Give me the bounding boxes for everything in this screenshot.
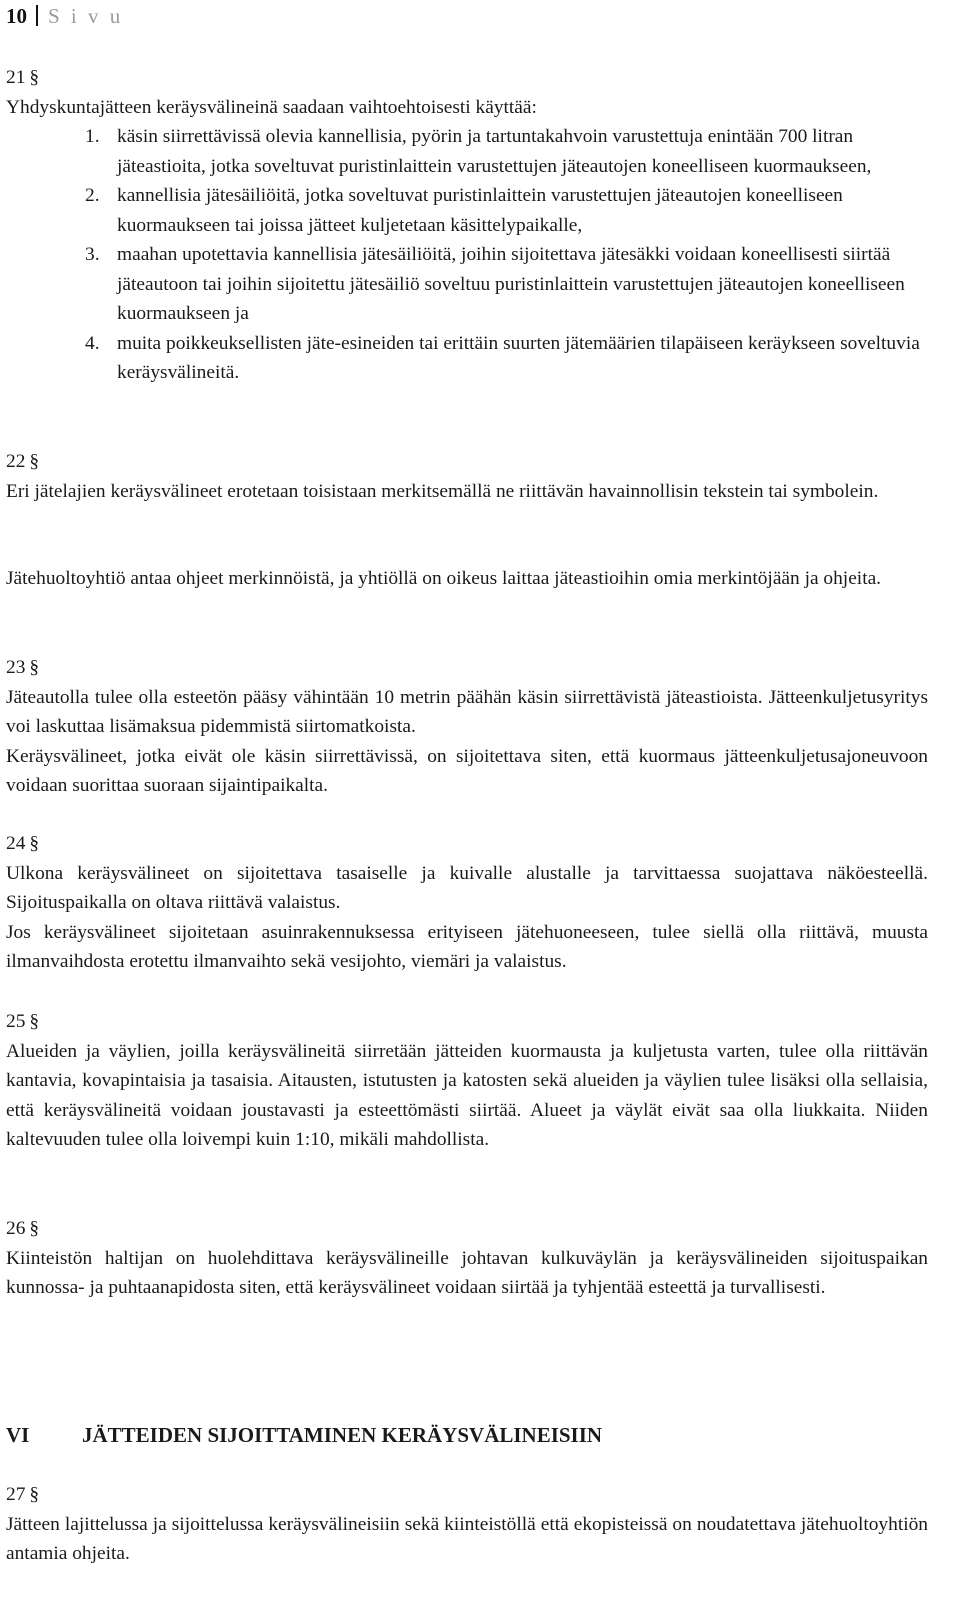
section-heading: 27 § bbox=[6, 1480, 928, 1510]
header-divider bbox=[36, 5, 38, 26]
section-21 bbox=[6, 63, 928, 388]
list-item: 4. muita poikkeuksellisten jäte-esineiden tai erittäin suurten jätemäärien tilapäiseen keräykseen soveltuvia keräysvälineitä. bbox=[85, 332, 920, 383]
paragraph: Alueiden ja väylien, joilla keräysvälineitä siirretään jätteiden kuormausta ja kuljetusta varten, tulee olla riittävän kantavia, kovapintaisia ja tasaisia. Aitausten, istutusten ja katosten sekä alueiden ja väylien tulee lisäksi olla sellaisia, että keräysvälineitä voidaan joustavasti ja esteettömästi siirtää. Alueet ja väylät eivät saa olla liukkaita. Niiden kaltevuuden tulee olla loivempi kuin 1:10, mikäli mahdollista. bbox=[6, 1040, 928, 1150]
section-heading: 26 § bbox=[6, 1214, 928, 1244]
section-heading: 24 § bbox=[6, 829, 928, 859]
page-header bbox=[6, 4, 123, 28]
section-22 bbox=[6, 447, 928, 506]
section-heading: 25 § bbox=[6, 1007, 928, 1037]
paragraph: Jätteen lajittelussa ja sijoittelussa keräysvälineisiin sekä kiinteistöllä että ekopisteissä on noudatettava jätehuoltoyhtiön antamia ohjeita. bbox=[6, 1513, 928, 1564]
paragraph: Jätehuoltoyhtiö antaa ohjeet merkinnöistä, ja yhtiöllä on oikeus laittaa jäteastioihin omia merkintöjään ja ohjeita. bbox=[6, 568, 882, 589]
chapter-title: JÄTTEIDEN SIJOITTAMINEN KERÄYSVÄLINEISIIN bbox=[82, 1423, 603, 1447]
section-27 bbox=[6, 1480, 928, 1569]
paragraph: Keräysvälineet, jotka eivät ole käsin siirrettävissä, on sijoitettava siten, että kuormaus jätteenkuljetusajoneuvoon voidaan suorittaa suoraan sijaintipaikalta. bbox=[6, 745, 928, 796]
paragraph: Kiinteistön haltijan on huolehdittava keräysvälineille johtavan kulkuväylän ja keräysvälineiden sijoituspaikan kunnossa- ja puhtaanapidosta siten, että keräysvälineet voidaan siirtää ja tyhjentää esteettä ja turvallisesti. bbox=[6, 1247, 928, 1298]
section-symbol: § bbox=[29, 1218, 40, 1239]
section-symbol: § bbox=[29, 1484, 40, 1505]
paragraph: Eri jätelajien keräysvälineet erotetaan toisistaan merkitsemällä ne riittävän havainnollisin tekstein tai symbolein. bbox=[6, 480, 879, 502]
section-symbol: § bbox=[29, 451, 40, 472]
chapter-number: VI bbox=[6, 1423, 30, 1447]
section-26 bbox=[6, 1214, 928, 1303]
section-22-paragraph-2 bbox=[6, 564, 928, 594]
section-symbol: § bbox=[29, 1011, 40, 1032]
list-item: 1. käsin siirrettävissä olevia kannellisia, pyörin ja tartuntakahvoin varustettuja enintään 700 litran jäteastioita, jotka soveltuvat puristinlaittein varustettujen jäteautojen koneelliseen kuormaukseen, bbox=[85, 126, 872, 177]
section-23 bbox=[6, 653, 928, 801]
paragraph: Ulkona keräysvälineet on sijoitettava tasaiselle ja kuivalle alustalle ja tarvittaessa suojattava näköesteellä. Sijoituspaikalla on oltava riittävä valaistus. bbox=[6, 862, 928, 913]
numbered-list bbox=[6, 122, 928, 388]
list-item: 3. maahan upotettavia kannellisia jätesäiliöitä, joihin sijoitettava jätesäkki voidaan koneellisesti siirtää jäteautoon tai joihin sijoitettu jätesäiliö soveltuu puristinlaittein varustettujen jäteautojen koneelliseen kuormaukseen ja bbox=[85, 244, 905, 324]
section-symbol: § bbox=[29, 67, 40, 88]
paragraph: Jos keräysvälineet sijoitetaan asuinrakennuksessa erityiseen jätehuoneeseen, tulee siellä olla riittävä, muusta ilmanvaihdosta erotettu ilmanvaihto sekä vesijohto, viemäri ja valaistus. bbox=[6, 921, 928, 972]
chapter-heading bbox=[6, 1420, 602, 1450]
section-heading: 21 § bbox=[6, 63, 928, 93]
paragraph: Jäteautolla tulee olla esteetön pääsy vähintään 10 metrin päähän käsin siirrettävistä jäteastioista. Jätteenkuljetusyritys voi laskuttaa lisämaksua pidemmistä siirtomatkoista. bbox=[6, 686, 928, 737]
page-word: S i v u bbox=[48, 4, 124, 28]
section-intro: Yhdyskuntajätteen keräysvälineinä saadaan vaihtoehtoisesti käyttää: bbox=[6, 96, 537, 118]
page-number: 10 bbox=[6, 4, 27, 28]
list-item: 2. kannellisia jätesäiliöitä, jotka soveltuvat puristinlaittein varustettujen jäteautojen koneelliseen kuormaukseen tai joissa jätteet kuljetetaan käsittelypaikalle, bbox=[85, 185, 843, 236]
section-symbol: § bbox=[29, 657, 40, 678]
section-heading: 23 § bbox=[6, 653, 928, 683]
section-heading: 22 § bbox=[6, 447, 928, 477]
section-24 bbox=[6, 829, 928, 977]
section-25 bbox=[6, 1007, 928, 1155]
section-symbol: § bbox=[29, 833, 40, 854]
